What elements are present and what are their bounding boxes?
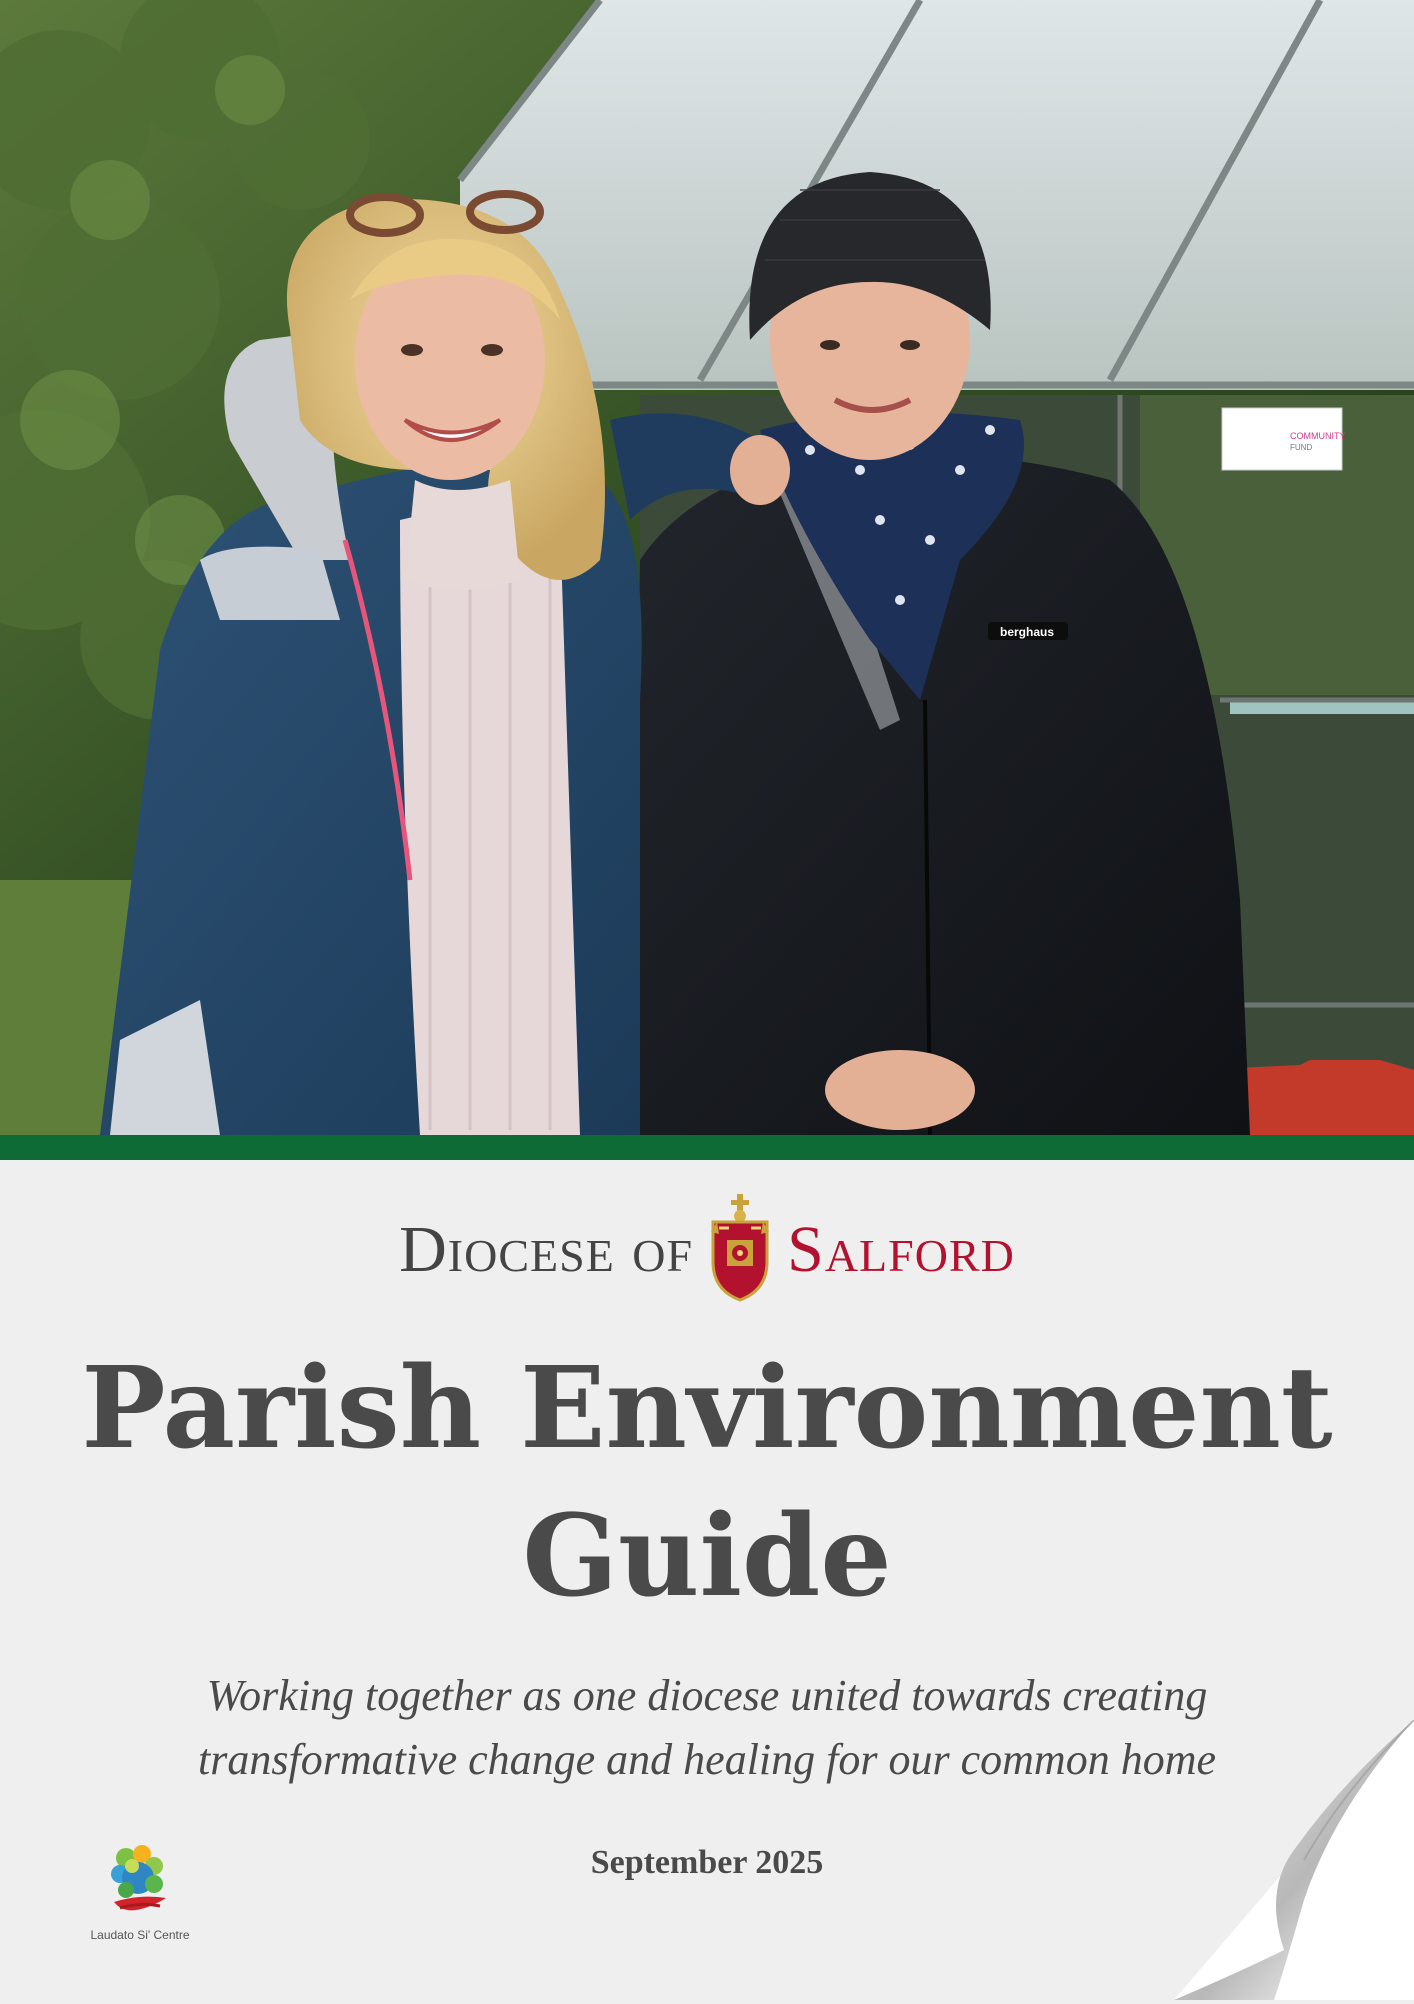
diocese-prefix: Diocese of — [399, 1213, 694, 1286]
sign-text-2: FUND — [1290, 443, 1313, 452]
laudato-si-logo-icon — [80, 1836, 200, 1926]
title-line-2: Guide — [522, 1491, 892, 1622]
subtitle — [100, 1664, 1314, 1792]
laudato-si-logo — [80, 1836, 200, 1946]
publication-date: September 2025 — [590, 1844, 824, 1881]
subtitle-line-1: Working together as one diocese united towards creating — [206, 1671, 1208, 1720]
page-title — [0, 1335, 1414, 1631]
diocese-name: Salford — [787, 1213, 1015, 1286]
title-line-1: Parish Environment — [81, 1343, 1333, 1474]
subtitle-line-2: transformative change and healing for our common home — [198, 1735, 1216, 1784]
diocese-crest-icon — [707, 1194, 773, 1306]
diocese-header — [0, 1195, 1414, 1305]
page-curl-icon — [1174, 1720, 1414, 2000]
laudato-si-caption: Laudato Si' Centre — [90, 1928, 190, 1942]
sign-text: COMMUNITY — [1290, 431, 1346, 441]
jacket-brand: berghaus — [1000, 625, 1055, 639]
green-divider-band — [0, 1135, 1414, 1160]
